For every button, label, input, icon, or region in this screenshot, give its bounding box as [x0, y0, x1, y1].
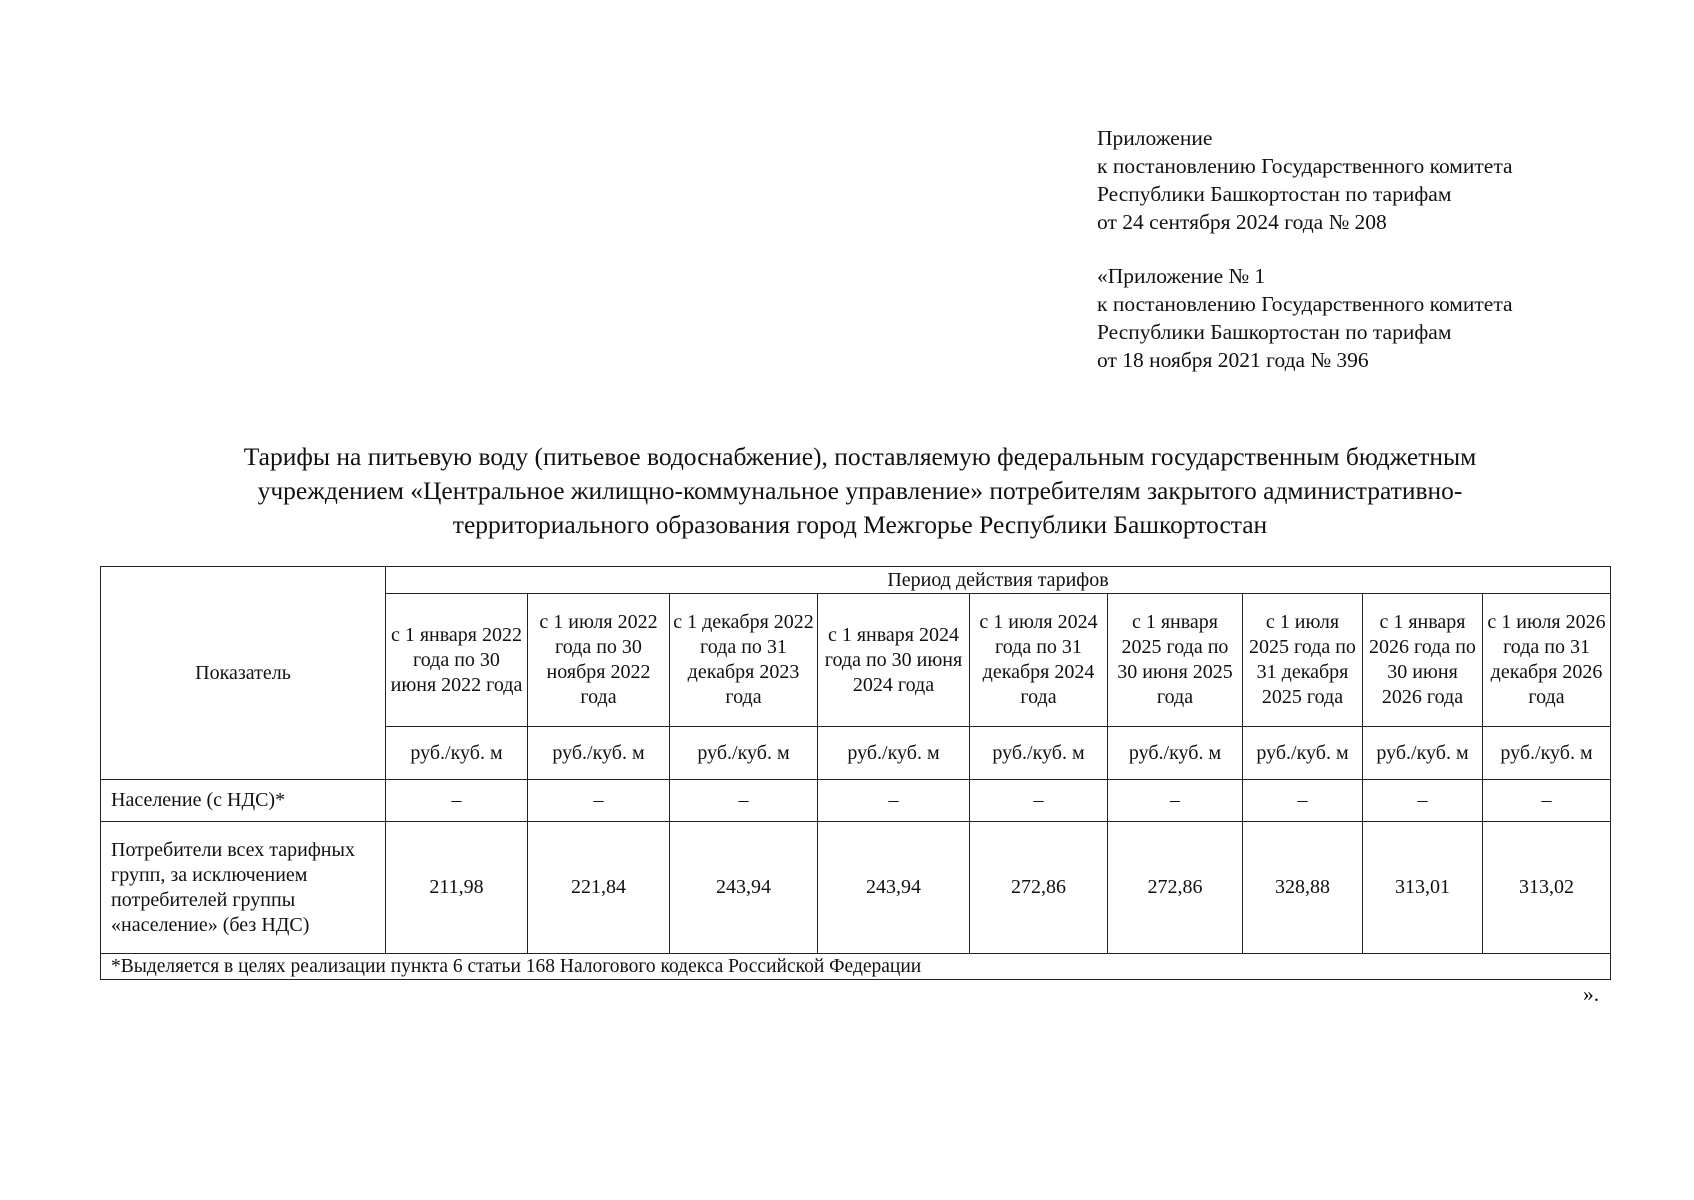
tariff-value: 313,02 [1483, 822, 1611, 954]
tariff-value: 243,94 [670, 822, 818, 954]
tariff-value: 272,86 [970, 822, 1108, 954]
appendix-block-current [1097, 124, 1513, 236]
footnote-row [101, 954, 1611, 980]
period-cell: с 1 июля 2024 года по 31 декабря 2024 года [970, 594, 1108, 727]
period-cell: с 1 июля 2025 года по 31 декабря 2025 года [1243, 594, 1363, 727]
period-cell: с 1 января 2024 года по 30 июня 2024 года [818, 594, 970, 727]
period-cell: с 1 декабря 2022 года по 31 декабря 2023 года [670, 594, 818, 727]
tariff-value: – [970, 780, 1108, 822]
tariff-value: – [1243, 780, 1363, 822]
appendix-line: к постановлению Государственного комитета [1097, 292, 1513, 316]
title-line: территориального образования город Межгорье Республики Башкортостан [452, 510, 1268, 539]
tariff-value: 328,88 [1243, 822, 1363, 954]
period-cell: с 1 января 2026 года по 30 июня 2026 года [1363, 594, 1483, 727]
period-cell: с 1 января 2025 года по 30 июня 2025 года [1108, 594, 1243, 727]
title-line: Тарифы на питьевую воду (питьевое водоснабжение), поставляемую федеральным государственным бюджетным [243, 442, 1477, 471]
tariff-value: – [1483, 780, 1611, 822]
appendix-line: «Приложение № 1 [1097, 264, 1266, 288]
unit-cell: руб./куб. м [1363, 727, 1483, 780]
appendix-line: от 18 ноября 2021 года № 396 [1097, 348, 1369, 372]
table-row [101, 822, 1611, 954]
tariff-value: 272,86 [1108, 822, 1243, 954]
unit-cell: руб./куб. м [1243, 727, 1363, 780]
tariff-value: 243,94 [818, 822, 970, 954]
period-cell: с 1 июля 2022 года по 30 ноября 2022 года [528, 594, 670, 727]
period-cell: с 1 июля 2026 года по 31 декабря 2026 года [1483, 594, 1611, 727]
unit-cell: руб./куб. м [528, 727, 670, 780]
tariff-value: – [670, 780, 818, 822]
table-row [101, 780, 1611, 822]
unit-cell: руб./куб. м [818, 727, 970, 780]
appendix-line: от 24 сентября 2024 года № 208 [1097, 210, 1387, 234]
indicator-header: Показатель [101, 567, 386, 780]
tariff-table [100, 566, 1611, 980]
appendix-line: Республики Башкортостан по тарифам [1097, 182, 1452, 206]
table-header-row [101, 567, 1611, 594]
tariff-value: – [386, 780, 528, 822]
row-label: Население (с НДС)* [101, 780, 386, 822]
row-label: Потребители всех тарифных групп, за исключением потребителей группы «население» (без НДС) [101, 822, 386, 954]
appendix-line: Приложение [1097, 126, 1213, 150]
tariff-value: 221,84 [528, 822, 670, 954]
tariff-value: – [818, 780, 970, 822]
tariff-value: – [1363, 780, 1483, 822]
period-header: Период действия тарифов [386, 567, 1611, 594]
tariff-value: 211,98 [386, 822, 528, 954]
appendix-line: к постановлению Государственного комитета [1097, 154, 1513, 178]
unit-cell: руб./куб. м [1108, 727, 1243, 780]
appendix-line: Республики Башкортостан по тарифам [1097, 320, 1452, 344]
title-line: учреждением «Центральное жилищно-коммунальное управление» потребителям закрытого административно- [257, 476, 1463, 505]
appendix-block-original [1097, 262, 1513, 374]
period-cell: с 1 января 2022 года по 30 июня 2022 года [386, 594, 528, 727]
document-title [100, 440, 1620, 542]
unit-cell: руб./куб. м [386, 727, 528, 780]
closing-quote-mark: ». [1583, 982, 1600, 1006]
unit-cell: руб./куб. м [1483, 727, 1611, 780]
unit-cell: руб./куб. м [970, 727, 1108, 780]
appendix-header [1097, 124, 1513, 400]
unit-cell: руб./куб. м [670, 727, 818, 780]
tariff-value: – [528, 780, 670, 822]
footnote: *Выделяется в целях реализации пункта 6 статьи 168 Налогового кодекса Российской Федерации [101, 954, 1611, 980]
tariff-value: – [1108, 780, 1243, 822]
tariff-value: 313,01 [1363, 822, 1483, 954]
